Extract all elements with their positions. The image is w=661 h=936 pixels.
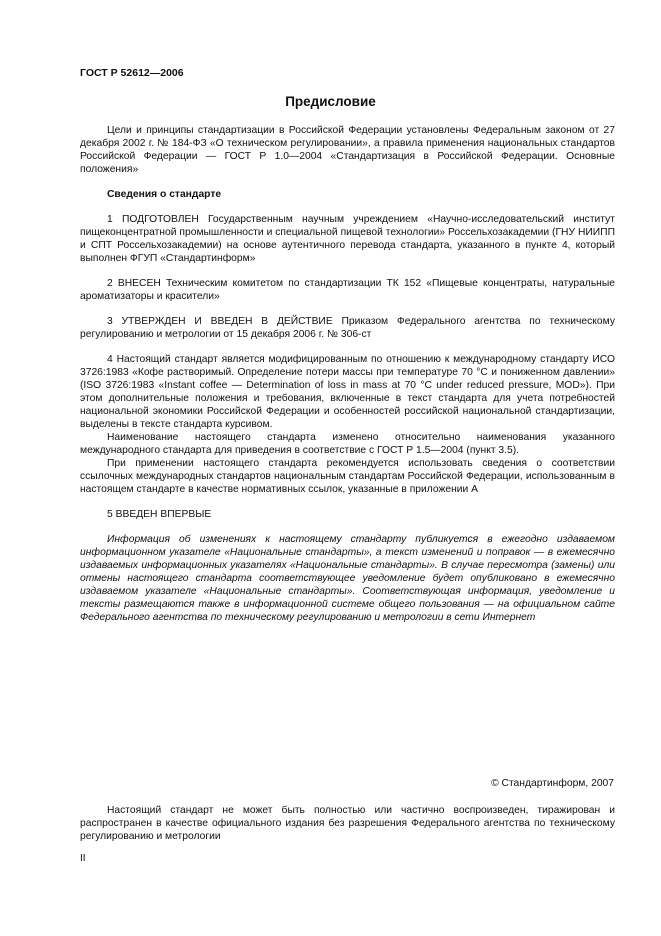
document-header: ГОСТ Р 52612—2006 — [80, 67, 184, 79]
change-notice: Информация об изменениях к настоящему стандарту публикуется в ежегодно издаваемом информационном указателе «Национальные стандарты», а текст изменений и поправок — в ежемесячно издаваемых информационных указателях «Национальные стандарты». В случае пересмотра (замены) или отмены настоящего стандарта соответствующее уведомление будет опубликовано в ежемесячно издаваемом указателе «Национальные стандарты». Соответствующая информация, уведомление и тексты размещаются также в информационной системе общего пользования — на официальном сайте Федерального агентства по техническому регулированию и метрологии в сети Интернет — [80, 534, 615, 623]
reproduction-notice — [80, 804, 615, 843]
item-5: 5 ВВЕДЕН ВПЕРВЫЕ — [107, 509, 212, 520]
section-subheading: Сведения о стандарте — [107, 189, 222, 200]
item-3: 3 УТВЕРЖДЕН И ВВЕДЕН В ДЕЙСТВИЕ Приказом Федерального агентства по техническому регулированию и метрологии от 15 декабря 2006 г. № 306-ст — [80, 316, 615, 340]
item-2: 2 ВНЕСЕН Техническим комитетом по стандартизации ТК 152 «Пищевые концентраты, натуральные ароматизаторы и красители» — [80, 278, 615, 302]
item-4-name-change: Наименование настоящего стандарта изменено относительно наименования указанного международного стандарта для приведения в соответствие с ГОСТ Р 1.5—2004 (пункт 3.5). — [80, 432, 615, 456]
foreword-body — [80, 124, 615, 624]
intro-paragraph: Цели и принципы стандартизации в Российской Федерации установлены Федеральным законом от 27 декабря 2002 г. № 184-ФЗ «О техническом регулировании», а правила применения национальных стандартов Российской Федерации — ГОСТ Р 1.0—2004 «Стандартизация в Российской Федерации. Основные положения» — [80, 125, 615, 175]
reproduction-text: Настоящий стандарт не может быть полностью или частично воспроизведен, тиражирован и распространен в качестве официального издания без разрешения Федерального агентства по техническому регулированию и метрологии — [80, 805, 615, 842]
item-4: 4 Настоящий стандарт является модифицированным по отношению к международному стандарту ИСО 3726:1983 «Кофе растворимый. Определение потери массы при температуре 70 °С и пониженном давлении» (ISO 3726:1983 «Instant coffee — Determination of loss in mass at 70 °C under reduced pressure, MOD»). При этом дополнительные положения и требования, включенные в текст стандарта для учета потребностей национальной экономики Российской Федерации и особенностей российской национальной стандартизации, выделены в тексте стандарта курсивом. — [80, 354, 615, 430]
page-number: II — [80, 853, 86, 864]
page-title: Предисловие — [285, 94, 376, 109]
item-4-application: При применении настоящего стандарта рекомендуется использовать сведения о соответствии ссылочных международных стандартов национальным стандартам Российской Федерации, использованным в настоящем стандарте в качестве нормативных ссылок, указанные в приложении А — [80, 458, 615, 495]
copyright-line: © Стандартинформ, 2007 — [491, 778, 614, 789]
item-1: 1 ПОДГОТОВЛЕН Государственным научным учреждением «Научно-исследовательский институт пищеконцентратной промышленности и специальной пищевой технологии» Россельхозакадемии (ГНУ НИИПП и СПТ Россельхозакадемии) на основе аутентичного перевода стандарта, указанного в пункте 4, который выполнен ФГУП «Стандартинформ» — [80, 214, 615, 264]
